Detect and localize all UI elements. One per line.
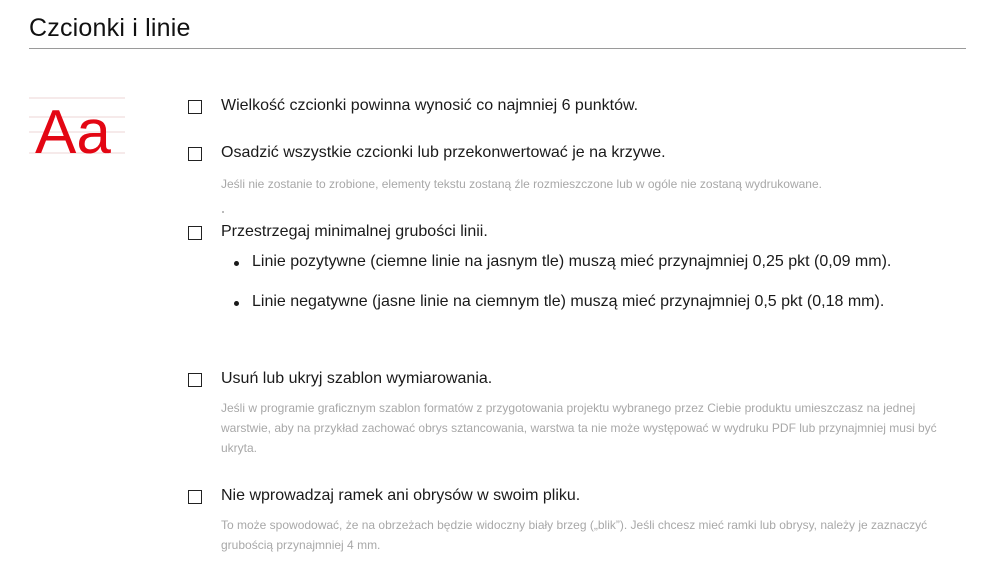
- item-note: To może spowodować, że na obrzeżach będzie widoczny biały brzeg („blik”). Jeśli chcesz mieć ramki lub obrysy, należy je zaznaczyć grubością przynajmniej 4 mm.: [221, 518, 928, 552]
- item-label: Osadzić wszystkie czcionki lub przekonwertować je na krzywe.: [221, 144, 666, 161]
- bullet-item: Linie negatywne (jasne linie na ciemnym tle) muszą mieć przynajmniej 0,5 pkt (0,18 mm).: [234, 290, 944, 314]
- item-label: Nie wprowadzaj ramek ani obrysów w swoim pliku.: [221, 487, 581, 504]
- item-note: Jeśli w programie graficznym szablon formatów z przygotowania projektu wybranego przez Ciebie produktu umieszczasz na jednej warstwie, aby na przykład zachować obrys sztancowania, warstwa ta nie może występować w wydruku PDF lub przynajmniej musi być ukryta.: [221, 401, 937, 455]
- section-title: Czcionki i linie: [29, 14, 191, 42]
- stray-dot: [222, 211, 224, 213]
- icon-glyph: Aa: [35, 98, 111, 156]
- checkbox-line-thickness[interactable]: [188, 226, 202, 240]
- item-note: Jeśli nie zostanie to zrobione, elementy tekstu zostaną źle rozmieszczone lub w ogóle nie zostaną wydrukowane.: [221, 177, 822, 191]
- bullet-item: Linie pozytywne (ciemne linie na jasnym tle) muszą mieć przynajmniej 0,25 pkt (0,09 mm).: [234, 250, 944, 274]
- item-label: Usuń lub ukryj szablon wymiarowania.: [221, 370, 493, 387]
- checkbox-font-size[interactable]: [188, 100, 202, 114]
- bullet-list: [234, 250, 944, 330]
- title-divider: [29, 48, 966, 49]
- item-label: Przestrzegaj minimalnej grubości linii.: [221, 223, 488, 240]
- font-aa-icon: [29, 96, 125, 156]
- item-label: Wielkość czcionki powinna wynosić co najmniej 6 punktów.: [221, 97, 639, 114]
- checkbox-no-frames[interactable]: [188, 490, 202, 504]
- checkbox-embed-fonts[interactable]: [188, 147, 202, 161]
- checkbox-remove-template[interactable]: [188, 373, 202, 387]
